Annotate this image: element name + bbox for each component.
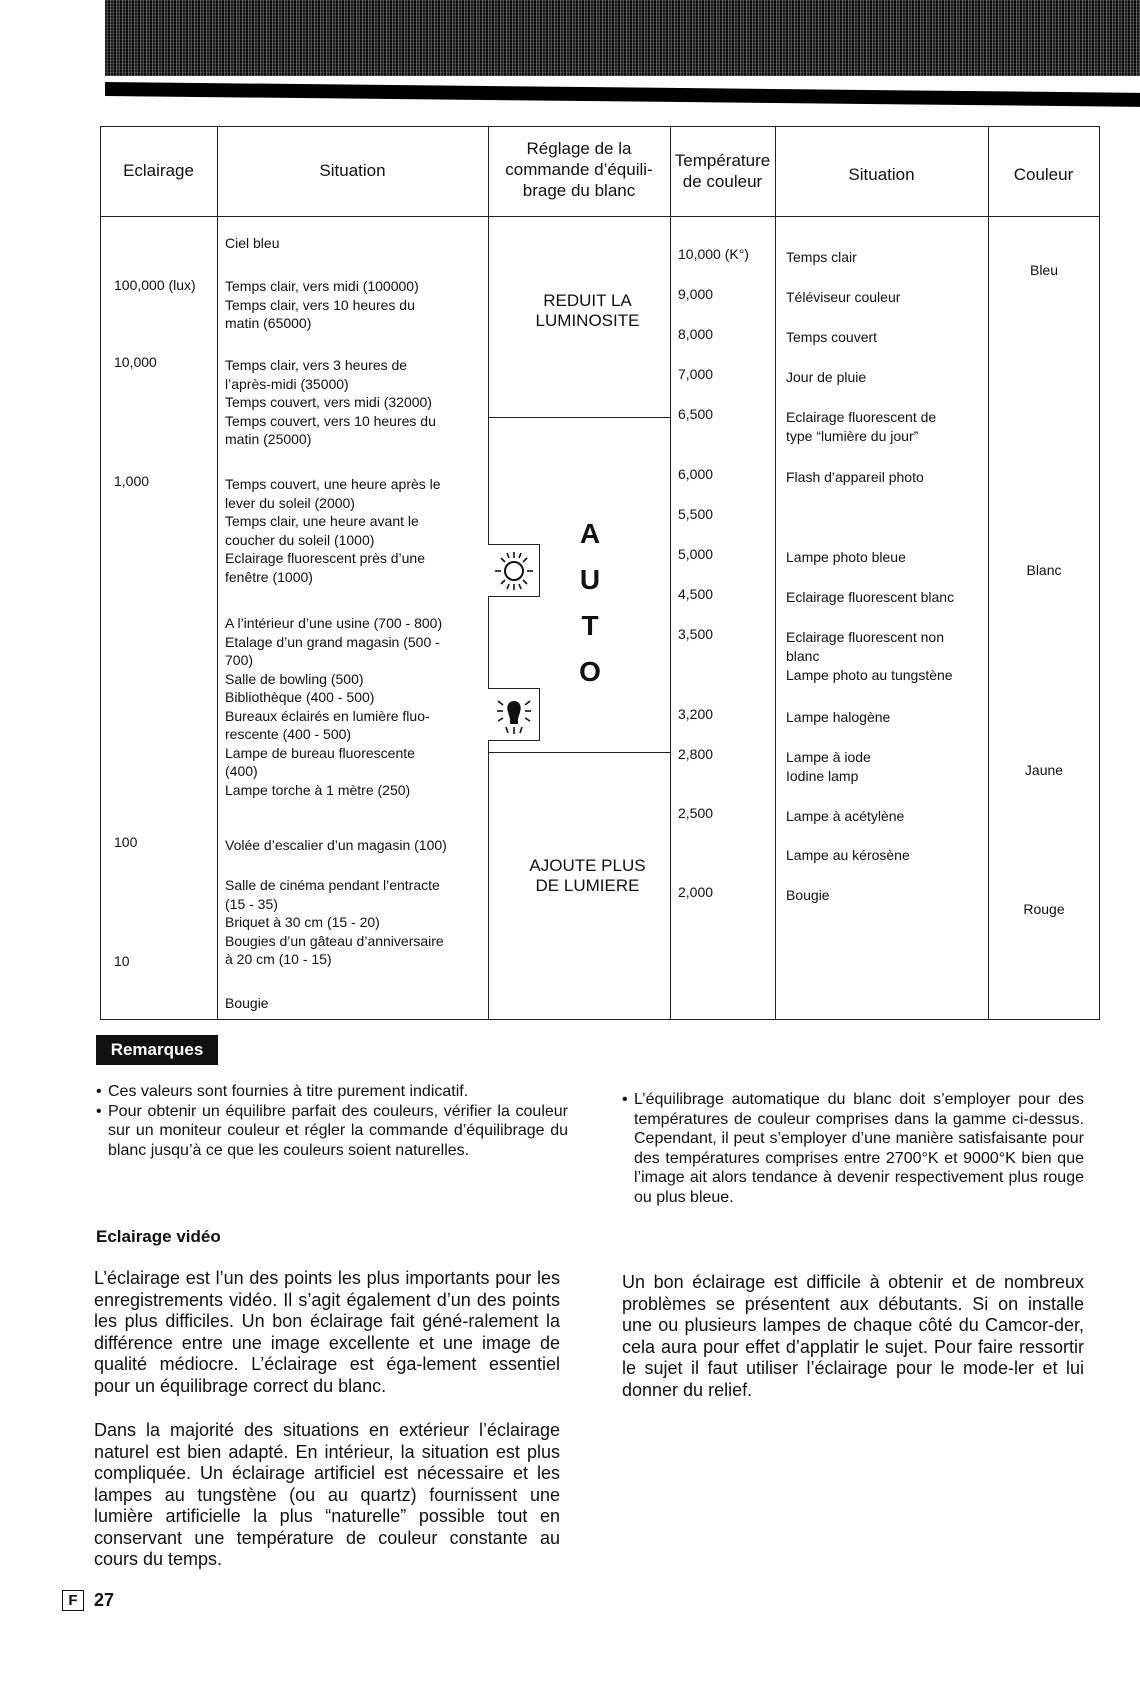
source-item: Lampe à acétylène [786,808,905,824]
header-situation-right: Situation [848,165,915,184]
source-item: Lampe au kérosène [786,847,910,863]
paragraph: L’éclairage est l’un des points les plus importants pour les enregistrements vidéo. Il s’agit également d’un des points les plus difficiles. Un bon éclairage fait géné-ralement la différence entre une image excellente et une image de qualité médiocre. L’éclairage est éga-lement essentiel pour un équilibrage correct du blanc. [94,1268,560,1396]
remark-item: • L’équilibrage automatique du blanc doit s’employer pour des températures de couleur comprises dans la gamme ci-dessus. Cependant, il peut s’employer d’une manière satisfaisante pour des températures comprises entre 2700°K et 9000°K bien que l’image ait alors tendance à devenir respectivement plus rouge ou plus bleue. [622,1090,1084,1207]
temperature-value: 4,500 [678,586,714,602]
remark-item: • Ces valeurs sont fournies à titre purement indicatif. [96,1082,568,1102]
temperature-value: 7,000 [678,366,714,382]
situation-item: Temps clair, vers midi (100000) Temps clair, vers 10 heures du matin (65000) [225,278,419,331]
source-item: Lampe photo bleue [786,549,906,565]
color-label-red: Rouge [1023,901,1065,917]
source-item: Eclairage fluorescent non blanc Lampe photo au tungstène [786,629,953,683]
header-situation-left: Situation [319,161,386,180]
page-number: 27 [94,1590,115,1610]
situation-item: Bougie [225,995,269,1011]
temperature-value: 5,500 [678,506,714,522]
color-label-blue: Bleu [1029,262,1059,278]
header-rule [105,82,1140,107]
lux-value: 10,000 [114,354,157,370]
source-item: Lampe à iode Iodine lamp [786,749,871,784]
situation-item: Temps couvert, une heure après le lever du soleil (2000) Temps clair, une heure avant le coucher du soleil (1000) Eclairage fluorescent près d’une fenêtre (1000) [225,476,441,585]
auto-letter: A [579,518,601,549]
source-item: Jour de pluie [786,369,867,385]
temperature-value: 2,000 [678,884,714,900]
color-label-yellow: Jaune [1024,762,1064,778]
temperature-value: 5,000 [678,546,714,562]
temperature-value: 6,000 [678,466,714,482]
situation-item: A l’intérieur d’une usine (700 - 800) Etalage d’un grand magasin (500 - 700) Salle de bowling (500) Bibliothèque (400 - 500) Bureaux éclairés en lumière fluo- rescente (400 - 500) Lampe de bureau fluorescente (400) Lampe torche à 1 mètre (250) [225,615,443,798]
temperature-value: 3,200 [678,706,714,722]
source-item: Flash d’appareil photo [786,469,924,485]
language-badge: F [62,1590,84,1611]
section-title: Eclairage vidéo [96,1227,221,1246]
lux-value: 100,000 (lux) [114,277,196,293]
auto-letter: O [579,656,601,687]
bulb-icon [488,688,540,741]
header-temperature: Température de couleur [674,151,771,191]
source-item: Eclairage fluorescent blanc [786,589,955,605]
header-reglage: Réglage de la commande d’équili- brage du blanc [505,139,653,200]
source-item: Eclairage fluorescent de type “lumière du jour” [786,409,937,444]
temperature-value: 2,800 [678,746,714,762]
temperature-value: 3,500 [678,626,714,642]
lux-value: 100 [114,834,138,850]
header-couleur: Couleur [1013,165,1074,184]
source-item: Temps clair [786,249,857,265]
temperature-value: 6,500 [678,406,714,422]
lux-value: 1,000 [114,473,150,489]
source-item: Téléviseur couleur [786,289,901,305]
remark-item: • Pour obtenir un équilibre parfait des couleurs, vérifier la couleur sur un moniteur couleur et régler la commande d’équilibrage du blanc jusqu’à ce que les couleurs soient naturelles. [96,1102,568,1161]
wb-add-label: AJOUTE PLUS DE LUMIERE [529,856,646,895]
paragraph: Un bon éclairage est difficile à obtenir et de nombreux problèmes se présentent aux débutants. Si on installe une ou plusieurs lampes de chaque côté du Camcor-der, cela aura pour effet d’applatir le sujet. Pour faire ressortir le sujet il faut utiliser l’éclairage pour le mode-ler et lui donner du relief. [622,1272,1084,1400]
lux-value: 10 [114,953,130,969]
color-label-white: Blanc [1026,562,1062,578]
paragraph: Dans la majorité des situations en extérieur l’éclairage naturel est bien adapté. En intérieur, la situation est plus compliquée. Un éclairage artificiel est nécessaire et les lampes au tungstène (ou au quartz) fournissent une lumière artificielle la plus “naturelle” possible tout en conservant une température de couleur constante au cours du temps. [94,1420,560,1569]
wb-reduce-label: REDUIT LA LUMINOSITE [535,291,640,330]
temperature-value: 10,000 (K°) [678,246,749,262]
source-item: Bougie [786,887,830,903]
remarques-badge: Remarques [96,1035,218,1065]
auto-letter: T [581,610,599,641]
header-decorative-band [105,0,1140,76]
source-item: Temps couvert [786,329,878,345]
auto-letter: U [579,564,601,595]
source-item: Lampe halogène [786,709,891,725]
remarques-left-list [96,1082,568,1160]
sun-icon [488,544,540,597]
page-footer [62,1590,114,1611]
temperature-value: 8,000 [678,326,714,342]
temperature-value: 2,500 [678,805,714,821]
header-eclairage: Eclairage [123,161,194,180]
temperature-value: 9,000 [678,286,714,302]
situation-item: Temps clair, vers 3 heures de l’après-midi (35000) Temps couvert, vers midi (32000) Temps couvert, vers 10 heures du matin (25000) [225,357,436,447]
situation-item: Volée d’escalier d’un magasin (100) [225,837,447,853]
situation-item: Ciel bleu [225,235,280,251]
situation-item: Salle de cinéma pendant l’entracte (15 - 35) Briquet à 30 cm (15 - 20) Bougies d’un gâteau d’anniversaire à 20 cm (10 - 15) [225,877,444,967]
lighting-reference-table [100,126,1100,1020]
remarques-right-list [622,1090,1084,1207]
